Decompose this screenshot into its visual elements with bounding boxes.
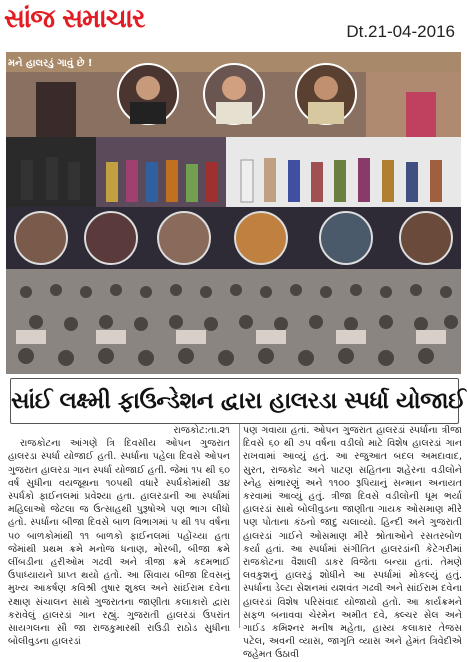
newspaper-logo: સાંજ સમાચાર [4,4,145,34]
event-photos-illustration [6,52,461,374]
masthead [0,0,467,48]
article-right-text: પણ ગવાયા હતાં. ઓપન ગુજરાત હાલરડાં સ્પર્ધાના ત્રીજા દિવસે ૬૦ થી ૭૫ વર્ષના વડીલો માટે વિશેષ હાલરડાં ગાન રાખવામાં આવ્યું હતું. આ રજુઆત બદલ અમદાવાદ, સુરત, રાજકોટ અને પાટણ સહિતના શહેરના વડીલોને સ્નેહ સંભારણું અને ૧૧૦૦ રૂપિયાનું સન્માન અનાયત કરવામાં આવ્યું હતું. ત્રીજા દિવસે વડીલોની ધૂમ ભર્યા હાલરડાં સાથે બોલીવુડના જાણીતા ગાયક ઓસમાણ મીરે પણ પોતાના કંઠનો જાદુ ચલાવ્યો. હિન્દી અને ગુજરાતી હાલરડાં ગાઈને ઓસમાણ મીરે શ્રોતાઓને રસતરબોળ કર્યા હતાં. આ સ્પર્ધામાં સંગીતિત હાલરડાંની કેટેગરીમાં રાજકોટના વૈશાલી ડાકર વિજેતા બન્યા હતાં. તેમણે લવકુશનું હાલરડું શોધીને આ સ્પર્ધામાં મોકલ્યું હતું. સ્પર્ધાના ડેલ્ટા સેશનમાં યશવંત ગઢવી અને સાંઈરામ દવેના હાલરડાં વિશેષ પરિસંવાદ યોજાયો હતો. આ કાર્યક્રમને સફળ બનાવવા ચેરમેન અમીત દવે, ક્લ્ચર સેલ અને ગાઈડ કમિશ્નર મનીષ મહેતા, હાસ્ય કલાકાર તેજસ પટેલ, અવની વ્યાસ, જાગૃતિ વ્યાસ અને હેમંત ત્રિવેદીએ જહેમત ઉઠાવી [243,425,462,661]
article-body [8,424,462,661]
article-column-left [8,424,230,648]
article-dateline: રાજકોટ:તા.૨૧ [173,425,230,436]
event-photo-collage [6,52,461,374]
stage-banner-text: મને હાલરડું ગાવું છે ! [8,58,93,69]
article-left-text: રાજકોટના આંગણે ત્રિ દિવસીય ઓપન ગુજરાત હાલરડા સ્પર્ધા યોજાઈ હતી. સ્પર્ધાના પહેલા દિવસે ઓપન ગુજરાત હાલરડા ગાન સ્પર્ધા યોજાઈ હતી. જેમાં ૧૫ થી ૬૦ વર્ષ સુધીના વયજૂથના ૧૦૫થી વધારે સ્પર્ધકોમાંથી ૩૪ સ્પર્ધકો ફાઈનલમાં પ્રવેશ્યા હતા. હાલરડાની આ સ્પર્ધામાં મહિલાઓ જેટલા જ ઉત્સાહથી પુરૂષોએ પણ ભાગ લીધો હતો. સ્પર્ધાના બીજા દિવસે બાળ વિભાગમાં ૫ થી ૧૫ વર્ષના ૫૦ બાળકોમાંથી ૧૧ બાળકો ફાઈનલમાં પહોંચ્યા હતા જેમાંથી પ્રથમ ક્રમે મનોજ ધનાણ, મોરબી, બીજા ક્રમે લીંબડીના હરીઓમ ગઢવી અને ત્રીજા ક્રમે કદમભાઈ ઉપાધ્યાયને પ્રાપ્ત થયો હતો. આ સિવાય બીજા દિવસનું મુખ્ય આકર્ષણ કવિશ્રી તુષાર શુક્લ અને સાંઈરામ દવેના રક્ષાણ સંચાલન સાથે ગુજરાતના જાણીતા કલાકારો દ્વારા કરાવેલું હાલરડાં ગાન રહ્યું. ગુજરાતી હાલરડાં ઉપરાંત સાયગલના સૌ જા રાજકુમારથી રાઉડી રાઠોડ સુધીના બોલીવુડના હાલરડાં [8,438,230,648]
edition-date: Dt.21-04-2016 [346,22,455,41]
article-column-right [239,424,462,661]
article-headline: સાંઈ લક્ષ્મી ફાઉન્ડેશન દ્વારા હાલરડા સ્પર્ધા યોજાઈ [11,388,466,414]
headline-box [10,378,466,424]
